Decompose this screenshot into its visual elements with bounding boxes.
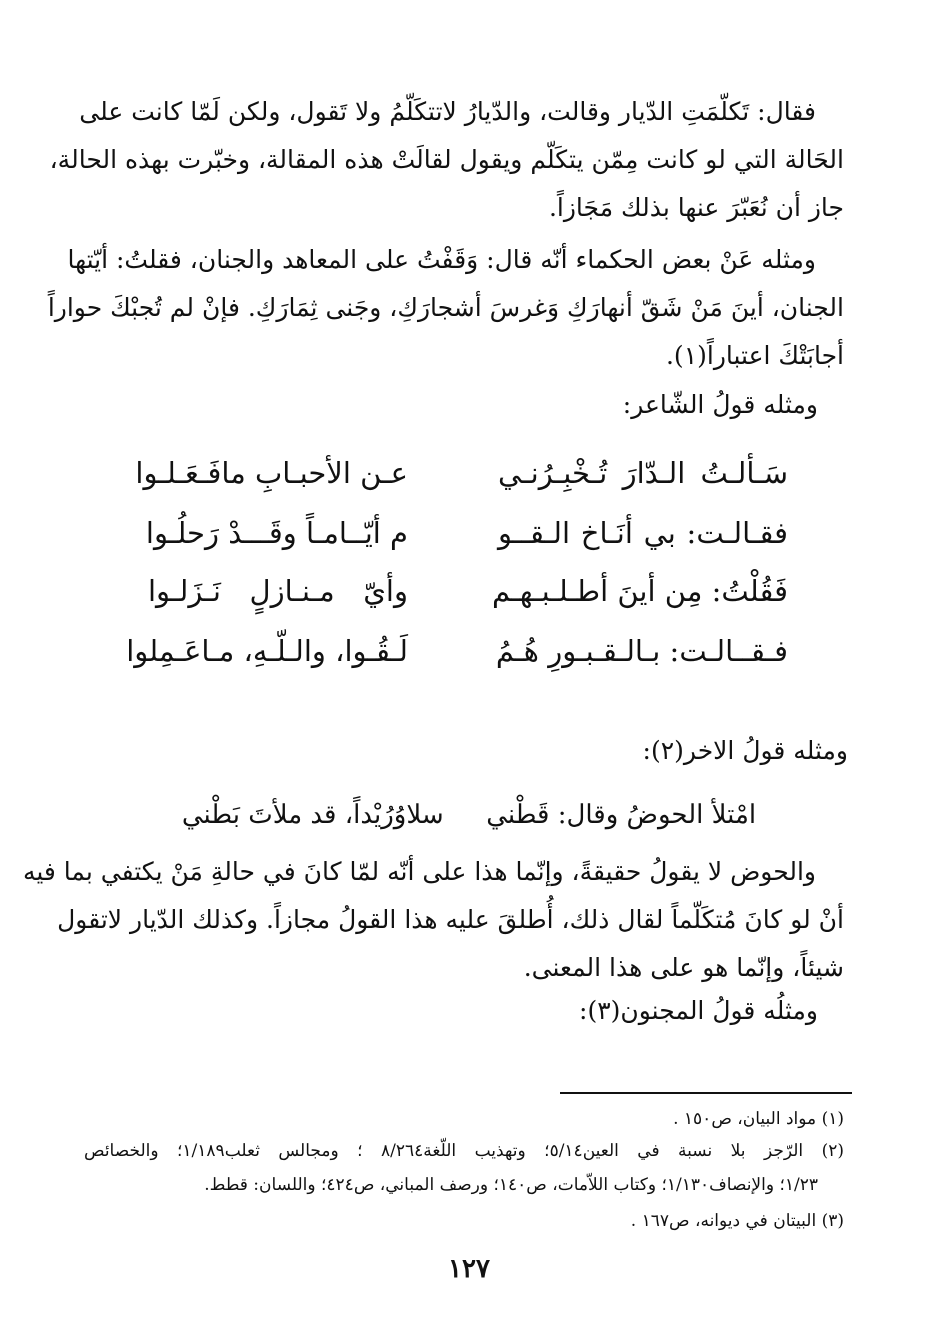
verse-second-hemistich: سلاوُرُيْداً، قد ملأتَ بَطْني: [181, 800, 444, 830]
poem-verse: [145, 516, 788, 566]
paragraph-line: جاز أن نُعَبّرَ عنها بذلك مَجَازاً.: [548, 193, 844, 222]
verse-first-hemistich: فـقــالـت: بـالـقـبـورِ هُـمُ: [495, 634, 788, 668]
footnote-divider: [560, 1092, 852, 1094]
page-number: ١٢٧: [448, 1254, 490, 1284]
paragraph-line: شيئاً، وإنّما هو على هذا المعنى.: [523, 953, 844, 982]
majnun-intro: ومثلُه قولُ المجنون(٣):: [579, 996, 818, 1025]
verse2-intro: ومثله قولُ الاخر(٢):: [642, 736, 848, 765]
paragraph-1: [49, 88, 844, 232]
paragraph-line: أجابَتْكَ اعتباراً(١).: [665, 341, 844, 370]
verse-second-hemistich: وأيّ مـنـازلٍ نَـزَلـوا: [148, 574, 408, 608]
paragraph-2: [47, 236, 844, 380]
verse-second-hemistich: عـن الأحبـابِ مافَـعَـلـوا: [135, 456, 408, 490]
verse-first-hemistich: فقـالـت: بي أنَـاخ الـقــو: [498, 516, 788, 550]
paragraph-line: والحوض لا يقولُ حقيقةً، وإنّما هذا على أنّه لمّا كانَ في حالةِ مَنْ يكتفي بما فيه: [22, 857, 816, 886]
poem-verse: [126, 634, 788, 684]
poem-verse: [148, 574, 788, 624]
footnote-1: (١) مواد البيان، ص١٥٠ .: [673, 1109, 844, 1129]
footnote-2: (٢) الرّجز بلا نسبة في العين٥/١٤؛ وتهذيب اللّغة٨/٢٦٤ ؛ ومجالس ثعلب١/١٨٩؛ والخصائص: [84, 1141, 844, 1161]
poem-intro: ومثله قولُ الشّاعر:: [622, 390, 818, 419]
footnote-3: (٣) البيتان في ديوانه، ص١٦٧ .: [630, 1211, 844, 1231]
verse-second-hemistich: لَـقُـوا، والـلّـهِ، مـاعَـمِلوا: [126, 634, 408, 668]
paragraph-3: [22, 848, 844, 992]
paragraph-line: ومثله عَنْ بعض الحكماء أنّه قال: وَقَفْتُ على المعاهد والجنان، فقلتُ: أيّتها: [67, 245, 816, 274]
paragraph-line: الحَالة التي لو كانت مِمّن يتكَلّم ويقول لقالَتْ هذه المقالة، وخبّرت بهذه الحالة،: [49, 145, 844, 174]
verse-first-hemistich: امْتلأ الحوضُ وقال: قَطْني: [486, 800, 757, 830]
paragraph-line: أنْ لو كانَ مُتكَلّماً لقال ذلك، أُطلقَ عليه هذا القولُ مجازاً. وكذلك الدّيار لاتقول: [57, 905, 844, 934]
paragraph-line: الجنان، أينَ مَنْ شَقّ أنهارَكِ وَغرسَ أشجارَكِ، وجَنى ثِمَارَكِ. فإنْ لم تُجبْكَ حواراً: [47, 293, 844, 322]
paragraph-line: فقال: تَكلّمَتِ الدّيار وقالت، والدّيارُ لاتتكَلّمُ ولا تَقول، ولكن لَمّا كانت على: [79, 97, 816, 126]
verse-first-hemistich: سَـألـتُ الـدّارَ تُـخْبِـرُنـي: [498, 456, 788, 490]
footnote-2-continued: ١/٢٣؛ والإنصاف١/١٣٠؛ وكتاب اللاّمات، ص١٤٠؛ ورصف المباني، ص٤٢٤؛ واللسان: قطط.: [204, 1175, 818, 1195]
poem-verse: [135, 456, 788, 506]
verse-second-hemistich: م أيّــامـاً وقَـــدْ رَحلُـوا: [145, 516, 408, 550]
rajaz-verse: [0, 800, 938, 830]
verse-first-hemistich: فَقُلْتُ: مِن أينَ أطـلـبـهـم: [492, 574, 788, 608]
